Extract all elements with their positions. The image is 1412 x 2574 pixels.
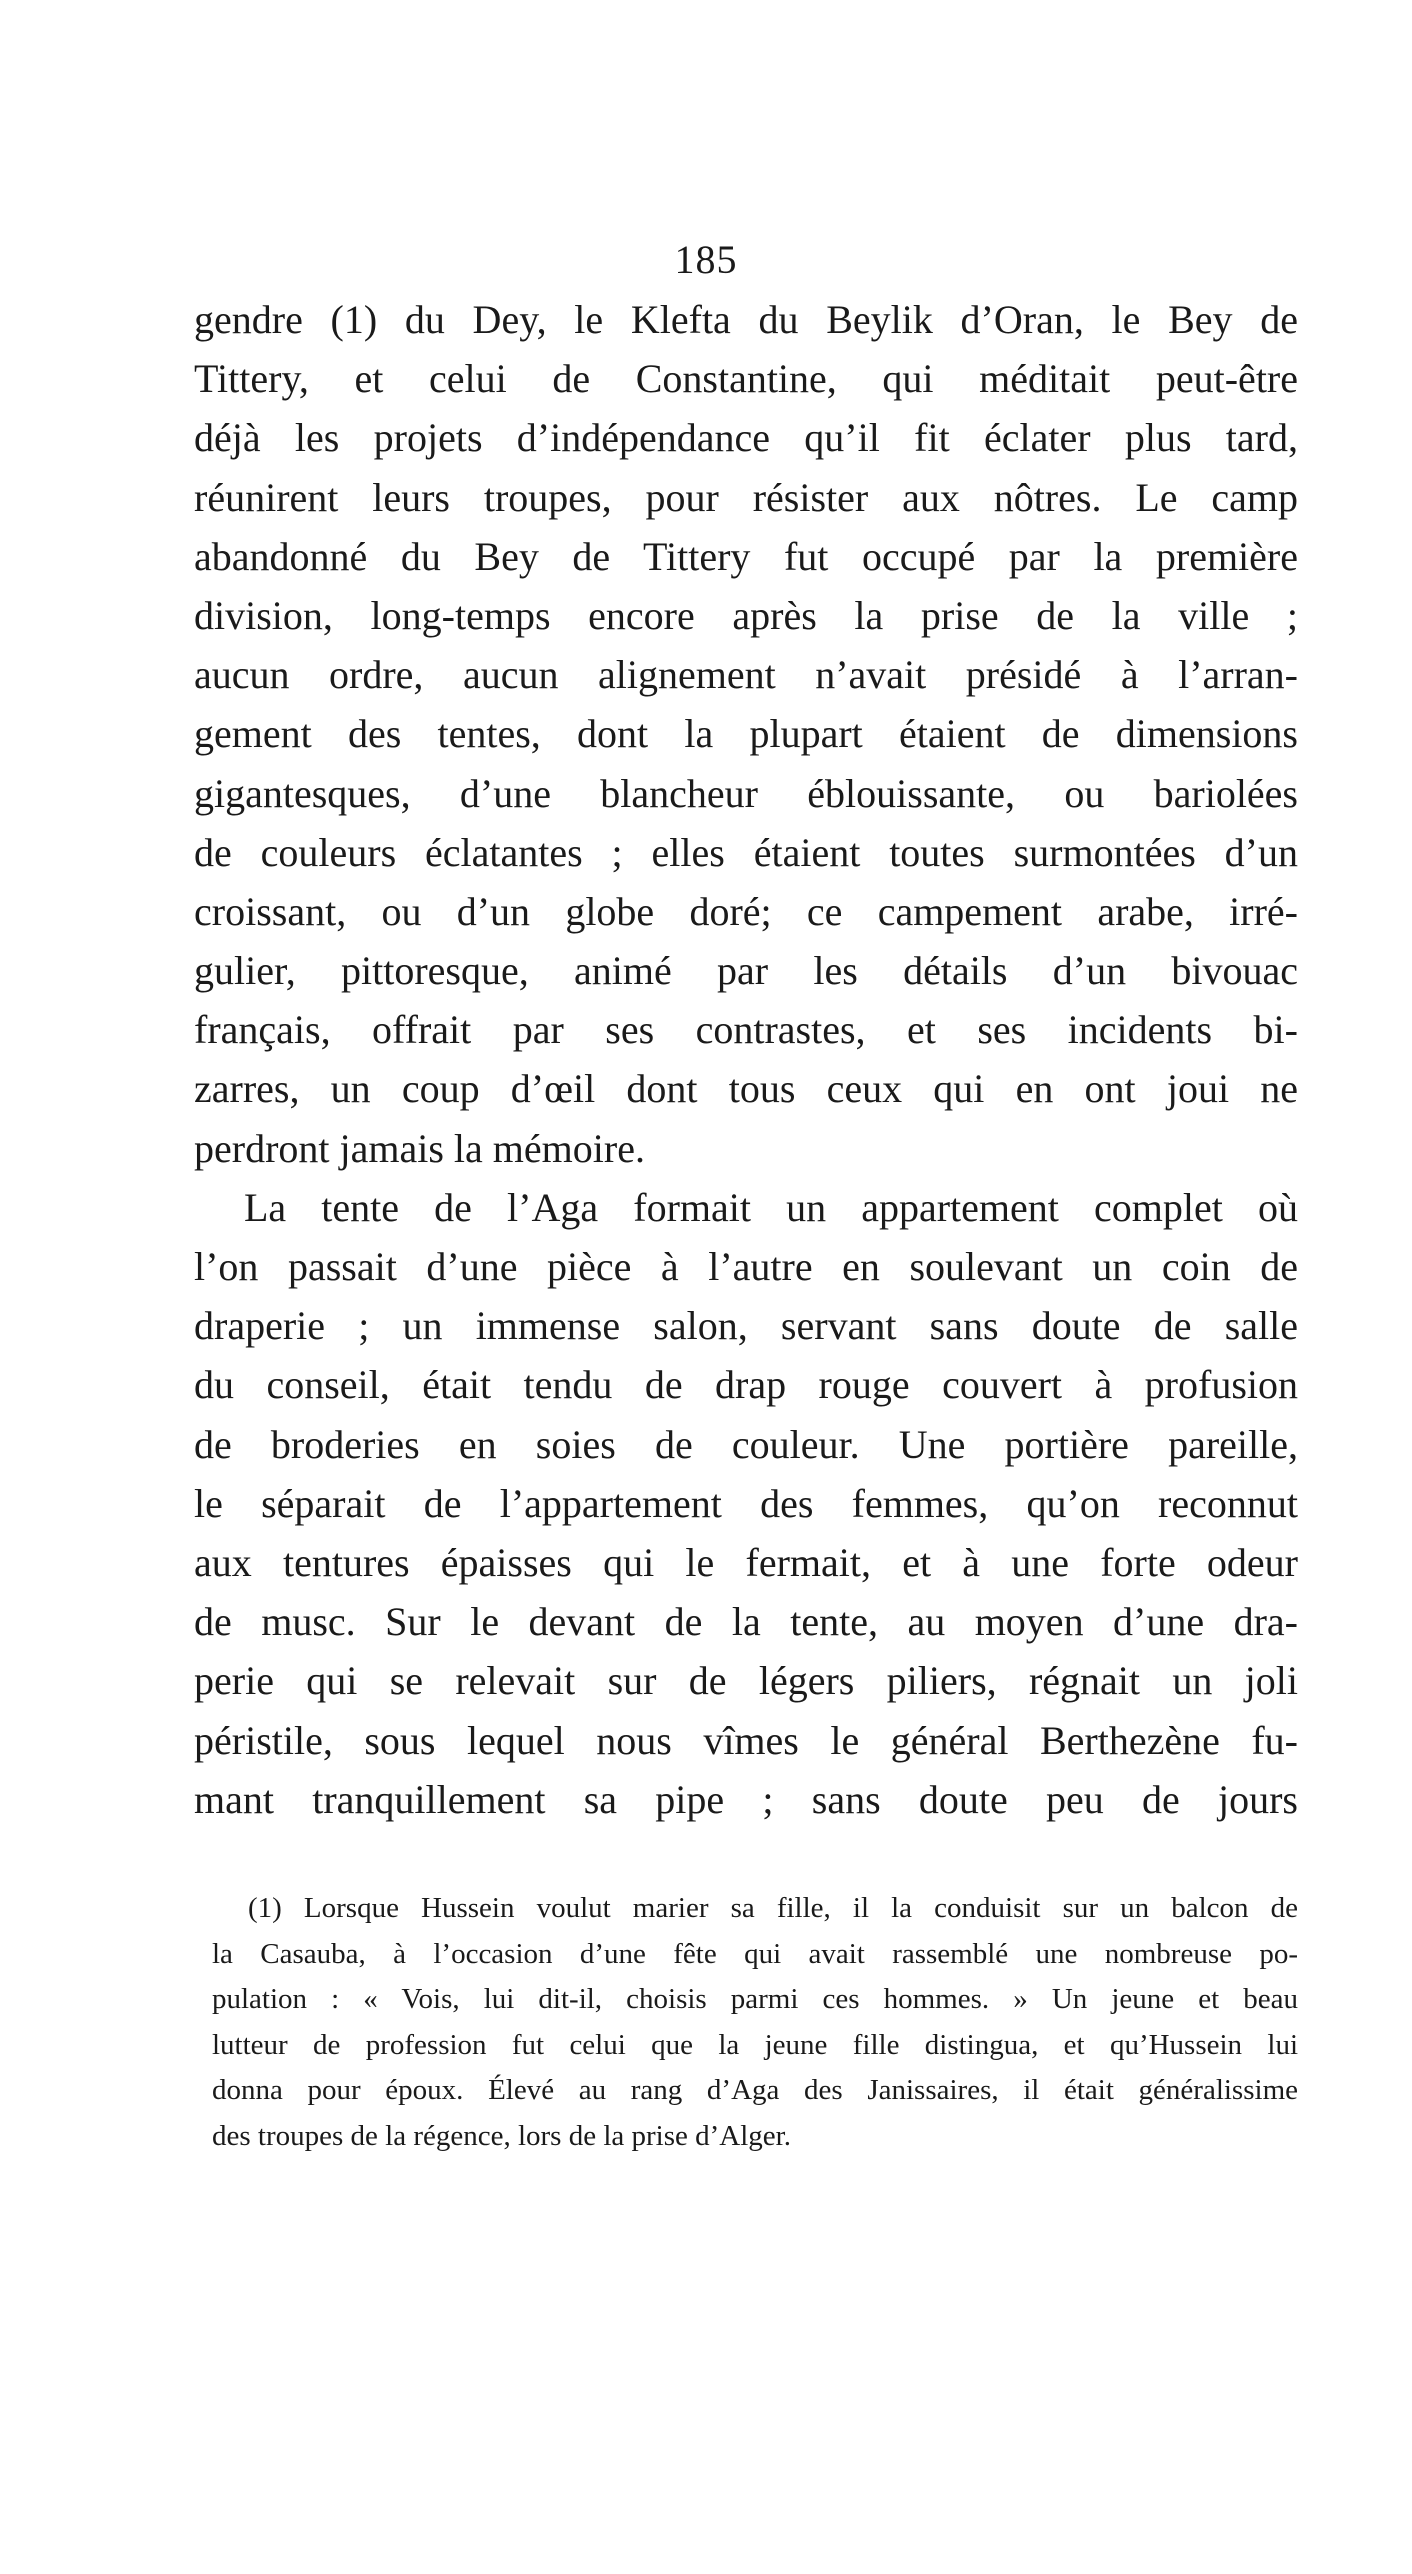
- footnote-line: des troupes de la régence, lors de la prise d’Alger.: [212, 2119, 791, 2152]
- text-line: français, offrait par ses contrastes, et ses incidents bi-: [194, 1007, 1298, 1053]
- text-line: mant tranquillement sa pipe ; sans doute peu de jours: [194, 1776, 1298, 1822]
- text-line: Tittery, et celui de Constantine, qui méditait peut-être: [194, 356, 1298, 402]
- text-line: déjà les projets d’indépendance qu’il fit éclater plus tard,: [194, 415, 1298, 461]
- text-line: perie qui se relevait sur de légers piliers, régnait un joli: [194, 1658, 1298, 1704]
- text-line: draperie ; un immense salon, servant sans doute de salle: [194, 1303, 1298, 1349]
- text-line: l’on passait d’une pièce à l’autre en soulevant un coin de: [194, 1244, 1298, 1289]
- text-line: de broderies en soies de couleur. Une portière pareille,: [194, 1421, 1298, 1467]
- text-line: gulier, pittoresque, animé par les détails d’un bivouac: [194, 948, 1298, 994]
- text-line: de musc. Sur le devant de la tente, au moyen d’une dra-: [194, 1599, 1298, 1645]
- text-line: gement des tentes, dont la plupart étaient de dimensions: [194, 711, 1298, 757]
- text-line-paragraph-end: perdront jamais la mémoire.: [194, 1125, 645, 1171]
- footnote-line: pulation : « Vois, lui dit-il, choisis parmi ces hommes. » Un jeune et beau: [212, 1983, 1298, 2015]
- footnote: [212, 1886, 1298, 2159]
- page-number: 185: [674, 237, 738, 282]
- footnote-line: lutteur de profession fut celui que la jeune fille distingua, et qu’Hussein lui: [212, 2028, 1298, 2061]
- text-line: gendre (1) du Dey, le Klefta du Beylik d’Oran, le Bey de: [194, 297, 1298, 342]
- footnote-line: donna pour époux. Élevé au rang d’Aga des Janissaires, il était généralissime: [212, 2074, 1298, 2106]
- text-line: du conseil, était tendu de drap rouge couvert à profusion: [194, 1362, 1298, 1408]
- text-line: croissant, ou d’un globe doré; ce campement arabe, irré-: [194, 888, 1298, 934]
- footnote-line: la Casauba, à l’occasion d’une fête qui avait rassemblé une nombreuse po-: [212, 1937, 1298, 1970]
- body-text: [194, 290, 1298, 1829]
- text-line: de couleurs éclatantes ; elles étaient toutes surmontées d’un: [194, 829, 1298, 875]
- text-line: zarres, un coup d’œil dont tous ceux qui en ont joui ne: [194, 1066, 1298, 1112]
- text-line: aucun ordre, aucun alignement n’avait présidé à l’arran-: [194, 652, 1298, 698]
- text-line: aux tentures épaisses qui le fermait, et à une forte odeur: [194, 1539, 1298, 1585]
- text-line: péristile, sous lequel nous vîmes le général Berthezène fu-: [194, 1717, 1298, 1763]
- text-line: gigantesques, d’une blancheur éblouissante, ou bariolées: [194, 770, 1298, 816]
- text-line: abandonné du Bey de Tittery fut occupé par la première: [194, 533, 1298, 579]
- text-line-paragraph-start: La tente de l’Aga formait un appartement complet où: [244, 1184, 1298, 1230]
- text-line: réunirent leurs troupes, pour résister aux nôtres. Le camp: [194, 474, 1298, 520]
- text-line: le séparait de l’appartement des femmes, qu’on reconnut: [194, 1480, 1298, 1526]
- text-line: division, long-temps encore après la prise de la ville ;: [194, 592, 1298, 638]
- footnote-line: (1) Lorsque Hussein voulut marier sa fille, il la conduisit sur un balcon de: [248, 1892, 1298, 1924]
